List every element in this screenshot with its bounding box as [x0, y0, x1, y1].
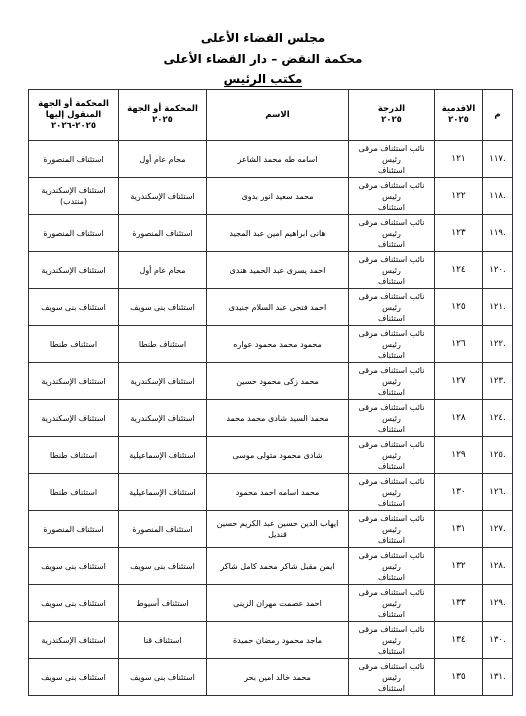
- row-degree: [349, 215, 435, 252]
- row-degree: [349, 400, 435, 437]
- row-number: ١١٧.: [483, 141, 513, 178]
- row-seniority: ١٢٥: [435, 289, 483, 326]
- row-name-line1: محمود محمد محمود عواره: [233, 339, 322, 349]
- row-degree-line1: نائب استئناف مرقى رئيس: [358, 439, 425, 460]
- header-name: الاسم: [207, 90, 349, 141]
- row-transfer-line1: استئناف الإسكندرية: [41, 376, 106, 386]
- row-seniority: ١٣٢: [435, 548, 483, 585]
- row-transfer: [29, 659, 119, 696]
- table-row: [29, 437, 513, 474]
- row-name: [207, 548, 349, 585]
- row-court: استئناف طنطا: [119, 326, 207, 363]
- row-court: استئناف بنى سويف: [119, 659, 207, 696]
- row-transfer-line1: استئناف الإسكندرية: [41, 413, 106, 423]
- office-title: [0, 72, 526, 87]
- table-row: [29, 622, 513, 659]
- table-row: [29, 585, 513, 622]
- row-number: ١٢١.: [483, 289, 513, 326]
- row-transfer: [29, 400, 119, 437]
- row-name-line1: ايمن مقبل شاكر محمد كامل شاكر: [220, 561, 335, 571]
- judges-table: [28, 89, 513, 696]
- row-name: [207, 474, 349, 511]
- row-number: ١٢٣.: [483, 363, 513, 400]
- row-degree-line1: نائب استئناف مرقى رئيس: [358, 513, 425, 534]
- row-degree-line2: استئناف: [378, 572, 405, 582]
- row-seniority: ١٣٤: [435, 622, 483, 659]
- row-name-line1: ماجد محمود رمضان حميدة: [232, 635, 323, 645]
- table-header-row: [29, 90, 513, 141]
- row-degree-line2: استئناف: [378, 313, 405, 323]
- row-seniority: ١٣١: [435, 511, 483, 548]
- row-degree-line1: نائب استئناف مرقى رئيس: [358, 550, 425, 571]
- row-name: [207, 141, 349, 178]
- row-degree-line1: نائب استئناف مرقى رئيس: [358, 143, 425, 164]
- row-name-line1: محمد خالد امين بحر: [244, 672, 311, 682]
- table-row: [29, 141, 513, 178]
- row-transfer: [29, 474, 119, 511]
- row-seniority: ١٢٣: [435, 215, 483, 252]
- row-transfer: [29, 289, 119, 326]
- row-transfer: [29, 141, 119, 178]
- row-degree: [349, 141, 435, 178]
- row-court: استئناف أسيوط: [119, 585, 207, 622]
- row-transfer-line1: استئناف بنى سويف: [41, 598, 106, 608]
- row-transfer-line1: استئناف المنصورة: [43, 524, 104, 534]
- row-transfer: [29, 585, 119, 622]
- row-court: استئناف بنى سويف: [119, 289, 207, 326]
- row-degree-line1: نائب استئناف مرقى رئيس: [358, 624, 425, 645]
- row-court: استئناف المنصورة: [119, 511, 207, 548]
- row-degree: [349, 326, 435, 363]
- row-degree-line2: استئناف: [378, 350, 405, 360]
- row-degree: [349, 178, 435, 215]
- row-name: [207, 289, 349, 326]
- row-transfer-line1: استئناف المنصورة: [43, 154, 104, 164]
- row-number: ١٢٠.: [483, 252, 513, 289]
- row-degree-line1: نائب استئناف مرقى رئيس: [358, 365, 425, 386]
- table-row: [29, 363, 513, 400]
- table-row: [29, 289, 513, 326]
- row-transfer-line1: استئناف الإسكندرية: [41, 265, 106, 275]
- row-transfer-line1: استئناف بنى سويف: [41, 302, 106, 312]
- row-transfer-line1: استئناف بنى سويف: [41, 561, 106, 571]
- row-degree: [349, 437, 435, 474]
- office-title-text: مكتب الرئيس: [223, 72, 303, 86]
- table-row: [29, 326, 513, 363]
- row-seniority: ١٢١: [435, 141, 483, 178]
- council-title: مجلس القضاء الأعلى: [200, 31, 326, 45]
- row-transfer: [29, 363, 119, 400]
- row-name-line1: محمد اسامه احمد محمود: [235, 487, 320, 497]
- row-name-line1: محمد سعيد انور بدوى: [241, 191, 314, 201]
- row-number: ١٣١.: [483, 659, 513, 696]
- row-transfer-line1: استئناف طنطا: [49, 487, 98, 497]
- row-degree: [349, 363, 435, 400]
- row-name-line1: ايهاب الدين حسين عبد الكريم حسين: [216, 519, 339, 528]
- row-number: ١١٨.: [483, 178, 513, 215]
- row-name: [207, 659, 349, 696]
- row-seniority: ١٢٢: [435, 178, 483, 215]
- row-degree-line2: استئناف: [378, 387, 405, 397]
- row-transfer: [29, 548, 119, 585]
- row-degree-line1: نائب استئناف مرقى رئيس: [358, 254, 425, 275]
- row-name: [207, 252, 349, 289]
- row-number: ١٣٠.: [483, 622, 513, 659]
- row-name-line2: قنديل: [268, 530, 287, 539]
- table-row: [29, 252, 513, 289]
- row-transfer-line1: استئناف الإسكندرية: [41, 635, 106, 645]
- row-court: استئناف قنا: [119, 622, 207, 659]
- row-degree-line2: استئناف: [378, 165, 405, 175]
- row-degree: [349, 548, 435, 585]
- table-row: [29, 659, 513, 696]
- row-name: [207, 326, 349, 363]
- row-number: ١٢٩.: [483, 585, 513, 622]
- row-degree: [349, 252, 435, 289]
- row-degree: [349, 474, 435, 511]
- row-court: محام عام أول: [119, 141, 207, 178]
- table-row: [29, 215, 513, 252]
- row-name-line1: محمد زكى محمود حسين: [236, 376, 319, 386]
- row-number: ١٢٨.: [483, 548, 513, 585]
- row-degree-line1: نائب استئناف مرقى رئيس: [358, 476, 425, 497]
- row-court: استئناف المنصورة: [119, 215, 207, 252]
- row-name: [207, 511, 349, 548]
- row-name: [207, 215, 349, 252]
- row-degree-line2: استئناف: [378, 535, 405, 545]
- row-degree-line2: استئناف: [378, 202, 405, 212]
- row-name: [207, 622, 349, 659]
- row-transfer: [29, 252, 119, 289]
- row-transfer-line1: استئناف الإسكندرية: [41, 186, 106, 195]
- header-transfer: المحكمة أو الجهة المنقول إليها ٢٠٢٥-٢٠٢٦: [29, 90, 119, 141]
- row-transfer: [29, 326, 119, 363]
- row-transfer-line1: استئناف طنطا: [49, 339, 98, 349]
- row-name: [207, 585, 349, 622]
- row-transfer: [29, 178, 119, 215]
- row-name-line1: احمد عصمت مهران الزينى: [233, 598, 322, 608]
- row-number: ١٢٢.: [483, 326, 513, 363]
- row-degree-line1: نائب استئناف مرقى رئيس: [358, 180, 425, 201]
- row-transfer-line1: استئناف المنصورة: [43, 228, 104, 238]
- row-degree-line2: استئناف: [378, 646, 405, 656]
- row-court: استئناف الإسماعيلية: [119, 474, 207, 511]
- row-degree-line2: استئناف: [378, 239, 405, 249]
- court-title: محكمة النقض – دار القضاء الأعلى: [163, 52, 363, 66]
- header-num: م: [483, 90, 513, 141]
- row-degree-line1: نائب استئناف مرقى رئيس: [358, 661, 425, 682]
- row-degree-line2: استئناف: [378, 683, 405, 693]
- row-transfer-line1: استئناف بنى سويف: [41, 672, 106, 682]
- row-name-line1: محمد السيد شادى محمد محمد: [226, 413, 329, 423]
- row-transfer: [29, 622, 119, 659]
- row-degree-line2: استئناف: [378, 498, 405, 508]
- row-seniority: ١٣٥: [435, 659, 483, 696]
- row-seniority: ١٣٣: [435, 585, 483, 622]
- row-name-line1: شادى محمود متولى موسى: [232, 450, 323, 460]
- row-degree-line1: نائب استئناف مرقى رئيس: [358, 291, 425, 312]
- row-degree-line2: استئناف: [378, 276, 405, 286]
- row-court: استئناف بنى سويف: [119, 548, 207, 585]
- row-degree-line1: نائب استئناف مرقى رئيس: [358, 402, 425, 423]
- table-row: [29, 178, 513, 215]
- row-degree: [349, 585, 435, 622]
- row-degree-line2: استئناف: [378, 461, 405, 471]
- row-number: ١٢٧.: [483, 511, 513, 548]
- row-seniority: ١٢٤: [435, 252, 483, 289]
- table-row: [29, 548, 513, 585]
- row-court: استئناف الإسكندرية: [119, 178, 207, 215]
- row-name-line1: اسامه طه محمد الشاعر: [237, 154, 318, 164]
- row-name: [207, 400, 349, 437]
- row-name: [207, 178, 349, 215]
- row-seniority: ١٢٩: [435, 437, 483, 474]
- row-transfer: [29, 511, 119, 548]
- row-number: ١٢٤.: [483, 400, 513, 437]
- row-name: [207, 437, 349, 474]
- row-name-line1: هانى ابراهيم امين عبد المجيد: [229, 228, 326, 238]
- row-degree: [349, 511, 435, 548]
- table-row: [29, 511, 513, 548]
- table-body: [29, 141, 513, 696]
- row-seniority: ١٣٠: [435, 474, 483, 511]
- row-degree-line1: نائب استئناف مرقى رئيس: [358, 328, 425, 349]
- row-name: [207, 363, 349, 400]
- row-degree: [349, 622, 435, 659]
- row-number: ١١٩.: [483, 215, 513, 252]
- row-transfer: [29, 437, 119, 474]
- row-name-line1: احمد يسرى عبد الحميد هندى: [229, 265, 326, 275]
- row-number: ١٢٦.: [483, 474, 513, 511]
- header-degree: الدرجة ٢٠٢٥: [349, 90, 435, 141]
- row-court: استئناف الإسكندرية: [119, 400, 207, 437]
- row-degree: [349, 659, 435, 696]
- row-degree: [349, 289, 435, 326]
- table-row: [29, 400, 513, 437]
- header-court: المحكمة أو الجهة ٢٠٢٥: [119, 90, 207, 141]
- row-court: استئناف الإسكندرية: [119, 363, 207, 400]
- row-transfer-line1: استئناف طنطا: [49, 450, 98, 460]
- row-transfer: [29, 215, 119, 252]
- row-court: محام عام أول: [119, 252, 207, 289]
- row-degree-line1: نائب استئناف مرقى رئيس: [358, 587, 425, 608]
- row-name-line1: احمد فتحى عبد السلام جنيدى: [228, 302, 327, 312]
- row-degree-line1: نائب استئناف مرقى رئيس: [358, 217, 425, 238]
- header-seniority: الاقدمية ٢٠٢٥: [435, 90, 483, 141]
- row-degree-line2: استئناف: [378, 609, 405, 619]
- row-degree-line2: استئناف: [378, 424, 405, 434]
- row-seniority: ١٢٧: [435, 363, 483, 400]
- row-transfer-line2: (منتدب): [59, 197, 88, 206]
- row-seniority: ١٢٨: [435, 400, 483, 437]
- row-seniority: ١٢٦: [435, 326, 483, 363]
- row-court: استئناف الإسماعيلية: [119, 437, 207, 474]
- table-row: [29, 474, 513, 511]
- row-number: ١٢٥.: [483, 437, 513, 474]
